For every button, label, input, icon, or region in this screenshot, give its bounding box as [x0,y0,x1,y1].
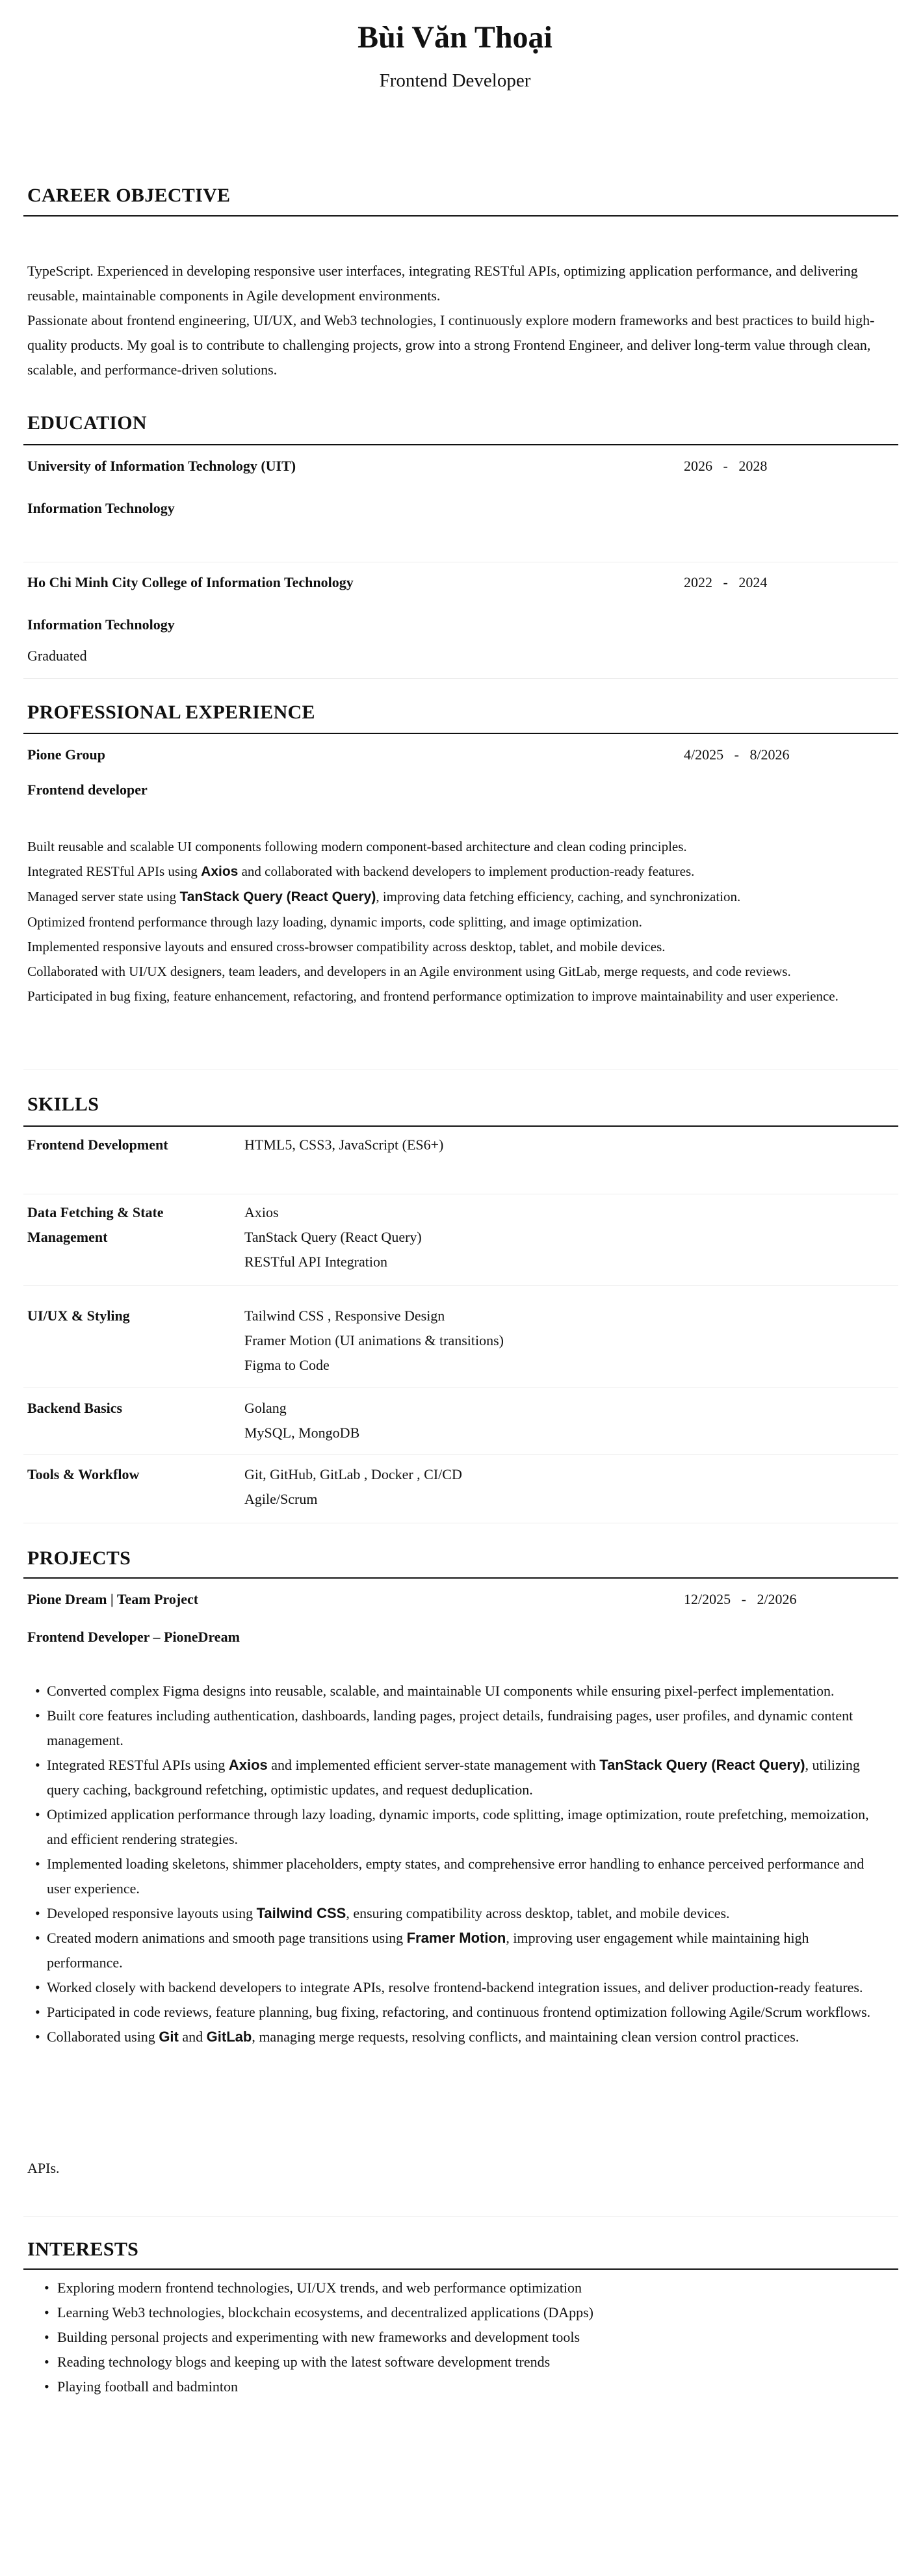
education-date: 2026 - 2028 [684,458,768,474]
text-run: Integrated RESTful APIs using [27,863,202,879]
experience-line [27,834,885,859]
education-date: 2022 - 2024 [684,574,768,590]
text-run: , improving data fetching efficiency, caching, and synchronization. [376,889,741,904]
experience-details [27,834,885,1008]
section-title-experience: PROFESSIONAL EXPERIENCE [27,702,315,723]
skill-item: Figma to Code [244,1357,330,1373]
experience-line [27,884,885,910]
skill-item: Axios [244,1204,279,1220]
skill-item: Git, GitHub, GitLab , Docker , CI/CD [244,1466,462,1482]
skill-category: Data Fetching & State Management [27,1204,164,1245]
skill-item: Tailwind CSS , Responsive Design [244,1308,445,1324]
project-role: Frontend Developer – PioneDream [27,1629,240,1645]
project-bullet [27,1802,885,1852]
text-run: Created modern animations and smooth page transitions using [47,1930,407,1946]
highlighted-term: Axios [201,864,239,879]
skill-category: Backend Basics [27,1400,123,1416]
text-run: Worked closely with backend developers to integrate APIs, resolve frontend-backend integration issues, and deliver production-ready features. [47,1979,863,1995]
project-bullet [27,2000,885,2025]
text-run: Built core features including authentication, dashboards, landing pages, project details, fundraising pages, user profiles, and dynamic content management. [47,1707,853,1748]
skill-item: Golang [244,1400,287,1416]
text-run: Collaborated with UI/UX designers, team leaders, and developers in an Agile environment using GitLab, merge requests, and code reviews. [27,964,791,979]
candidate-name: Bùi Văn Thoại [358,20,552,55]
project-bullet [27,1703,885,1753]
text-run: , managing merge requests, resolving conflicts, and maintaining clean version control practices. [252,2029,800,2045]
skill-item: TanStack Query (React Query) [244,1229,422,1245]
highlighted-term: TanStack Query (React Query) [599,1757,805,1773]
text-run: Built reusable and scalable UI components following modern component-based architecture and clean coding principles. [27,839,687,854]
text-run: and collaborated with backend developers to implement production-ready features. [238,863,695,879]
project-bullet-list [27,1679,885,2049]
education-status: Graduated [27,648,87,664]
text-run: , ensuring compatibility across desktop, tablet, and mobile devices. [346,1905,730,1921]
interests-list [43,2276,823,2399]
interest-item: • Learning Web3 technologies, blockchain ecosystems, and decentralized applications (DApps) [43,2300,823,2325]
text-run: , utilizing query caching, background refetching, optimistic updates, and request deduplication. [47,1757,860,1798]
highlighted-term: Framer Motion [406,1930,506,1946]
project-name: Pione Dream | Team Project [27,1591,199,1607]
experience-line [27,910,885,934]
project-date: 12/2025 - 2/2026 [684,1591,797,1607]
text-run: Implemented responsive layouts and ensured cross-browser compatibility across desktop, tablet, and mobile devices. [27,939,666,954]
highlighted-term: GitLab [206,2029,252,2045]
project-bullet [27,1901,885,1926]
objective-paragraph: Passionate about frontend engineering, UI/UX, and Web3 technologies, I continuously explore modern frameworks and best practices to build high-quality products. My goal is to contribute to challenging projects, grow into a strong Frontend Engineer, and deliver long-term value through clean, scalable, and performance-driven solutions. [27,312,875,378]
skill-category: Tools & Workflow [27,1466,140,1482]
section-title-skills: SKILLS [27,1094,99,1115]
skill-item: HTML5, CSS3, JavaScript (ES6+) [244,1137,444,1153]
section-divider [23,215,898,217]
interest-item: • Building personal projects and experimenting with new frameworks and development tools [43,2325,823,2350]
text-run: , improving user engagement while maintaining high performance. [47,1930,809,1971]
section-title-interests: INTERESTS [27,2239,139,2260]
highlighted-term: Axios [228,1757,268,1773]
project-bullet [27,2025,885,2049]
education-school: University of Information Technology (UIT) [27,458,296,474]
text-run: Integrated RESTful APIs using [47,1757,229,1773]
entry-separator [23,2216,898,2217]
project-bullet [27,1975,885,2000]
interest-item: • Reading technology blogs and keeping up with the latest software development trends [43,2350,823,2374]
education-major: Information Technology [27,616,175,633]
experience-line [27,984,885,1008]
section-divider [23,1577,898,1579]
experience-line [27,859,885,884]
text-run: Developed responsive layouts using [47,1905,257,1921]
interest-item: • Playing football and badminton [43,2374,823,2399]
skill-item: Framer Motion (UI animations & transitions) [244,1332,504,1348]
experience-date: 4/2025 - 8/2026 [684,746,790,763]
text-run: Implemented loading skeletons, shimmer placeholders, empty states, and comprehensive error handling to enhance perceived performance and user experience. [47,1856,864,1897]
skill-item: MySQL, MongoDB [244,1425,360,1441]
section-title-projects: PROJECTS [27,1547,131,1569]
text-run: Participated in bug fixing, feature enhancement, refactoring, and frontend performance optimization to improve maintainability and user experience. [27,988,838,1004]
experience-line [27,959,885,984]
text-run: Participated in code reviews, feature planning, bug fixing, refactoring, and continuous frontend optimization following Agile/Scrum workflows. [47,2004,871,2020]
highlighted-term: Git [159,2029,179,2045]
skill-category: UI/UX & Styling [27,1308,130,1324]
interest-item: • Exploring modern frontend technologies, UI/UX trends, and web performance optimization [43,2276,823,2300]
section-divider [23,733,898,734]
skill-separator [23,1454,898,1455]
experience-position: Frontend developer [27,782,148,798]
project-bullet [27,1852,885,1901]
objective-paragraph: TypeScript. Experienced in developing responsive user interfaces, integrating RESTful APIs, optimizing application performance, and delivering reusable, maintainable components in Agile development environments. [27,263,858,304]
text-run: Managed server state using [27,889,180,904]
highlighted-term: TanStack Query (React Query) [179,889,376,904]
candidate-role: Frontend Developer [379,70,531,91]
section-divider [23,2268,898,2270]
project-bullet [27,1753,885,1802]
skill-category: Frontend Development [27,1137,168,1153]
project-bullet [27,1926,885,1975]
skill-separator [23,1285,898,1286]
section-divider [23,444,898,445]
education-school: Ho Chi Minh City College of Information Technology [27,574,354,590]
text-run: and implemented efficient server-state management with [267,1757,600,1773]
section-title-education: EDUCATION [27,412,147,434]
text-run: Optimized application performance through lazy loading, dynamic imports, code splitting, image optimization, route prefetching, memoization, and efficient rendering strategies. [47,1806,869,1847]
skill-item: RESTful API Integration [244,1254,387,1270]
highlighted-term: Tailwind CSS [256,1905,346,1921]
project-bullet [27,1679,885,1703]
education-major: Information Technology [27,500,175,516]
experience-company: Pione Group [27,746,106,763]
text-run: Converted complex Figma designs into reusable, scalable, and maintainable UI components while ensuring pixel-perfect implementation. [47,1683,835,1699]
project-trailing-text: APIs. [27,2160,60,2176]
text-run: Optimized frontend performance through lazy loading, dynamic imports, code splitting, and image optimization. [27,914,642,930]
experience-line [27,934,885,959]
skill-item: Agile/Scrum [244,1491,318,1507]
text-run: Collaborated using [47,2029,159,2045]
section-title-career-objective: CAREER OBJECTIVE [27,185,231,206]
section-divider [23,1125,898,1127]
text-run: and [178,2029,207,2045]
entry-separator [23,678,898,679]
